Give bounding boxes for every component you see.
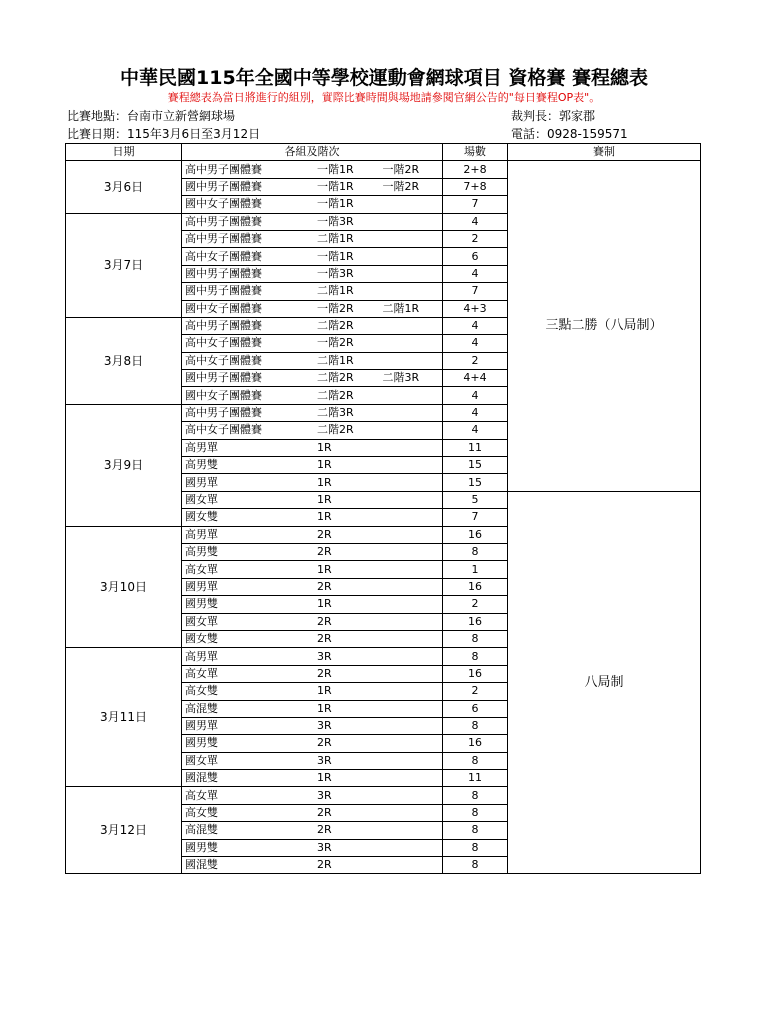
- event-name: 高男雙: [185, 545, 218, 559]
- event-round-second: [382, 614, 442, 630]
- event-cell: [182, 404, 443, 421]
- match-count-cell: 8: [443, 822, 508, 839]
- event-round-second: [382, 805, 442, 821]
- event-round-second: [382, 405, 442, 421]
- header-count: 場數: [443, 144, 508, 161]
- event-name: 國中男子團體賽: [185, 371, 262, 385]
- event-round: 二階2R: [316, 423, 354, 437]
- event-name: 國男單: [185, 719, 218, 733]
- event-name: 國男雙: [185, 736, 218, 750]
- match-count-cell: 16: [443, 526, 508, 543]
- event-cell: [182, 213, 443, 230]
- match-count-cell: 11: [443, 439, 508, 456]
- event-cell: [182, 283, 443, 300]
- event-name: 國男雙: [185, 840, 218, 854]
- match-count-cell: 4+4: [443, 370, 508, 387]
- event-name: 國男雙: [185, 597, 218, 611]
- event-name: 高中女子團體賽: [185, 353, 262, 367]
- referee-info: 裁判長：郭家郡: [511, 109, 596, 123]
- event-round: 2R: [316, 806, 332, 820]
- schedule-body: [66, 161, 701, 874]
- event-round: 一階1R: [316, 197, 354, 211]
- event-cell: [182, 735, 443, 752]
- event-name: 國中男子團體賽: [185, 179, 262, 193]
- event-round-second: [382, 753, 442, 769]
- event-round-second: [382, 579, 442, 595]
- match-count-cell: 6: [443, 700, 508, 717]
- table-header-row: [66, 144, 701, 161]
- event-round-second: [382, 735, 442, 751]
- event-name: 國中女子團體賽: [185, 197, 262, 211]
- match-count-cell: 4: [443, 422, 508, 439]
- event-cell: [182, 230, 443, 247]
- event-round: 二階1R: [316, 353, 354, 367]
- event-name: 高中女子團體賽: [185, 336, 262, 350]
- event-round: 2R: [316, 666, 332, 680]
- event-cell: [182, 770, 443, 787]
- match-count-cell: 4: [443, 265, 508, 282]
- event-name: 國女單: [185, 753, 218, 767]
- match-count-cell: 7: [443, 283, 508, 300]
- match-count-cell: 4: [443, 317, 508, 334]
- event-round: 2R: [316, 736, 332, 750]
- event-round-second: [382, 822, 442, 838]
- phone-info: 電話：0928-159571: [511, 127, 628, 141]
- event-round: 二階2R: [316, 371, 354, 385]
- event-round-second: [382, 475, 442, 491]
- event-round: 二階2R: [316, 319, 354, 333]
- match-count-cell: 7+8: [443, 178, 508, 195]
- event-name: 高男單: [185, 440, 218, 454]
- match-count-cell: 2+8: [443, 161, 508, 178]
- event-cell: [182, 439, 443, 456]
- event-cell: [182, 196, 443, 213]
- date-cell: 3月12日: [66, 787, 182, 874]
- event-round: 2R: [316, 632, 332, 646]
- event-cell: [182, 352, 443, 369]
- event-round-second: [382, 231, 442, 247]
- event-cell: [182, 422, 443, 439]
- event-round-second: [382, 718, 442, 734]
- event-round: 1R: [316, 475, 332, 489]
- header-date: 日期: [66, 144, 182, 161]
- event-cell: [182, 578, 443, 595]
- event-round-second: [382, 631, 442, 647]
- match-count-cell: 15: [443, 457, 508, 474]
- event-round-second: [382, 527, 442, 543]
- date-cell: 3月11日: [66, 648, 182, 787]
- event-cell: [182, 457, 443, 474]
- event-cell: [182, 543, 443, 560]
- event-round-second: [382, 788, 442, 804]
- event-name: 高男雙: [185, 458, 218, 472]
- event-cell: [182, 700, 443, 717]
- event-round-second: [382, 544, 442, 560]
- event-cell: [182, 839, 443, 856]
- event-cell: [182, 613, 443, 630]
- event-round-second: [382, 649, 442, 665]
- match-count-cell: 16: [443, 578, 508, 595]
- event-name: 高中男子團體賽: [185, 162, 262, 176]
- event-name: 高女單: [185, 562, 218, 576]
- match-count-cell: 8: [443, 543, 508, 560]
- match-count-cell: 2: [443, 230, 508, 247]
- event-round-second: [382, 683, 442, 699]
- match-count-cell: 11: [443, 770, 508, 787]
- event-cell: [182, 335, 443, 352]
- event-cell: [182, 717, 443, 734]
- event-round: 二階1R: [316, 232, 354, 246]
- match-count-cell: 8: [443, 787, 508, 804]
- event-cell: [182, 178, 443, 195]
- match-count-cell: 4: [443, 213, 508, 230]
- match-count-cell: 8: [443, 648, 508, 665]
- event-cell: [182, 317, 443, 334]
- event-round: 2R: [316, 579, 332, 593]
- date-cell: 3月6日: [66, 161, 182, 213]
- format-individual-cell: 八局制: [508, 491, 701, 874]
- event-name: 高男單: [185, 527, 218, 541]
- event-cell: [182, 474, 443, 491]
- venue-info: 比賽地點：台南市立新營網球場: [67, 109, 236, 123]
- event-name: 國男單: [185, 475, 218, 489]
- match-count-cell: 8: [443, 630, 508, 647]
- event-round: 3R: [316, 788, 332, 802]
- event-round: 一階3R: [316, 266, 354, 280]
- event-round: 3R: [316, 753, 332, 767]
- event-round-second: [382, 283, 442, 299]
- event-round: 2R: [316, 823, 332, 837]
- event-name: 國中女子團體賽: [185, 301, 262, 315]
- event-cell: [182, 491, 443, 508]
- event-name: 國男單: [185, 579, 218, 593]
- event-round-second: [382, 196, 442, 212]
- event-round-second: [382, 318, 442, 334]
- event-round-second: [382, 562, 442, 578]
- event-cell: [182, 370, 443, 387]
- match-count-cell: 5: [443, 491, 508, 508]
- event-name: 國女雙: [185, 632, 218, 646]
- match-count-cell: 2: [443, 352, 508, 369]
- event-cell: [182, 248, 443, 265]
- schedule-table: [65, 143, 701, 874]
- event-name: 高女單: [185, 666, 218, 680]
- event-cell: [182, 822, 443, 839]
- match-count-cell: 8: [443, 804, 508, 821]
- match-count-cell: 8: [443, 717, 508, 734]
- event-round: 二階3R: [316, 406, 354, 420]
- event-round: 1R: [316, 701, 332, 715]
- event-name: 國中男子團體賽: [185, 266, 262, 280]
- event-round-second: [382, 388, 442, 404]
- event-round-second: [382, 509, 442, 525]
- event-round-second: [382, 857, 442, 873]
- match-count-cell: 16: [443, 613, 508, 630]
- match-count-cell: 7: [443, 196, 508, 213]
- event-round: 二階2R: [316, 388, 354, 402]
- event-round-second: [382, 214, 442, 230]
- event-round-second: 二階3R: [382, 371, 420, 385]
- event-round: 1R: [316, 597, 332, 611]
- match-count-cell: 7: [443, 509, 508, 526]
- match-count-cell: 2: [443, 683, 508, 700]
- event-round-second: [382, 422, 442, 438]
- event-name: 高中女子團體賽: [185, 249, 262, 263]
- event-cell: [182, 265, 443, 282]
- event-round: 二階1R: [316, 284, 354, 298]
- event-name: 高女雙: [185, 806, 218, 820]
- event-round-second: [382, 457, 442, 473]
- event-name: 高女單: [185, 788, 218, 802]
- event-round: 一階3R: [316, 214, 354, 228]
- event-name: 國中男子團體賽: [185, 284, 262, 298]
- match-count-cell: 8: [443, 857, 508, 874]
- event-name: 高中男子團體賽: [185, 232, 262, 246]
- event-cell: [182, 300, 443, 317]
- event-cell: [182, 683, 443, 700]
- date-range-info: 比賽日期：115年3月6日至3月12日: [67, 127, 261, 141]
- date-cell: 3月8日: [66, 317, 182, 404]
- table-row: [66, 161, 701, 178]
- match-count-cell: 4: [443, 387, 508, 404]
- match-count-cell: 16: [443, 735, 508, 752]
- event-round: 1R: [316, 440, 332, 454]
- event-round: 2R: [316, 858, 332, 872]
- event-round-second: [382, 440, 442, 456]
- event-cell: [182, 648, 443, 665]
- page-title: 中華民國115年全國中等學校運動會網球項目 資格賽 賽程總表: [120, 67, 648, 89]
- event-round-second: 一階2R: [382, 179, 420, 193]
- event-name: 高混雙: [185, 823, 218, 837]
- event-round: 3R: [316, 719, 332, 733]
- event-round-second: 一階2R: [382, 162, 420, 176]
- event-cell: [182, 804, 443, 821]
- event-round-second: [382, 266, 442, 282]
- event-round: 一階2R: [316, 301, 354, 315]
- event-name: 國混雙: [185, 858, 218, 872]
- match-count-cell: 6: [443, 248, 508, 265]
- event-round: 一階1R: [316, 249, 354, 263]
- event-round: 1R: [316, 684, 332, 698]
- event-round-second: [382, 666, 442, 682]
- event-name: 國女單: [185, 493, 218, 506]
- event-cell: [182, 787, 443, 804]
- match-count-cell: 15: [443, 474, 508, 491]
- event-name: 高中女子團體賽: [185, 423, 262, 437]
- header-event: 各組及階次: [182, 144, 443, 161]
- event-round-second: [382, 353, 442, 369]
- event-name: 國女雙: [185, 510, 218, 524]
- match-count-cell: 2: [443, 596, 508, 613]
- event-round: 1R: [316, 510, 332, 524]
- event-round: 一階1R: [316, 162, 354, 176]
- event-round: 1R: [316, 771, 332, 785]
- event-name: 高男單: [185, 649, 218, 663]
- event-round-second: [382, 492, 442, 508]
- event-round-second: [382, 770, 442, 786]
- event-round: 3R: [316, 840, 332, 854]
- event-cell: [182, 387, 443, 404]
- event-cell: [182, 596, 443, 613]
- event-name: 國女單: [185, 614, 218, 628]
- event-round-second: [382, 701, 442, 717]
- match-count-cell: 1: [443, 561, 508, 578]
- event-round: 1R: [316, 562, 332, 576]
- event-round: 一階2R: [316, 336, 354, 350]
- event-name: 國中女子團體賽: [185, 388, 262, 402]
- match-count-cell: 4+3: [443, 300, 508, 317]
- header-format: 賽制: [508, 144, 701, 161]
- event-round: 1R: [316, 493, 332, 506]
- event-round-second: [382, 596, 442, 612]
- date-cell: 3月9日: [66, 404, 182, 526]
- match-count-cell: 8: [443, 752, 508, 769]
- event-name: 國混雙: [185, 771, 218, 785]
- event-round: 2R: [316, 527, 332, 541]
- event-cell: [182, 161, 443, 178]
- date-cell: 3月10日: [66, 526, 182, 648]
- event-name: 高中男子團體賽: [185, 406, 262, 420]
- match-count-cell: 16: [443, 665, 508, 682]
- event-name: 高中男子團體賽: [185, 319, 262, 333]
- event-name: 高混雙: [185, 701, 218, 715]
- event-cell: [182, 665, 443, 682]
- event-round: 3R: [316, 649, 332, 663]
- event-round-second: [382, 840, 442, 856]
- event-round: 2R: [316, 614, 332, 628]
- event-cell: [182, 630, 443, 647]
- match-count-cell: 4: [443, 404, 508, 421]
- event-cell: [182, 509, 443, 526]
- event-cell: [182, 752, 443, 769]
- match-count-cell: 8: [443, 839, 508, 856]
- match-count-cell: 4: [443, 335, 508, 352]
- event-name: 高中男子團體賽: [185, 214, 262, 228]
- event-cell: [182, 857, 443, 874]
- format-team-cell: 三點二勝（八局制）: [508, 161, 701, 491]
- event-cell: [182, 526, 443, 543]
- event-round: 1R: [316, 458, 332, 472]
- event-round: 2R: [316, 545, 332, 559]
- event-round-second: [382, 249, 442, 265]
- date-cell: 3月7日: [66, 213, 182, 317]
- event-round: 一階1R: [316, 179, 354, 193]
- event-round-second: [382, 335, 442, 351]
- event-name: 高女雙: [185, 684, 218, 698]
- event-round-second: 二階1R: [382, 301, 420, 315]
- schedule-notice: 賽程總表為當日將進行的組別，實際比賽時間與場地請參閱官網公告的"每日賽程OP表"。: [167, 91, 601, 104]
- event-cell: [182, 561, 443, 578]
